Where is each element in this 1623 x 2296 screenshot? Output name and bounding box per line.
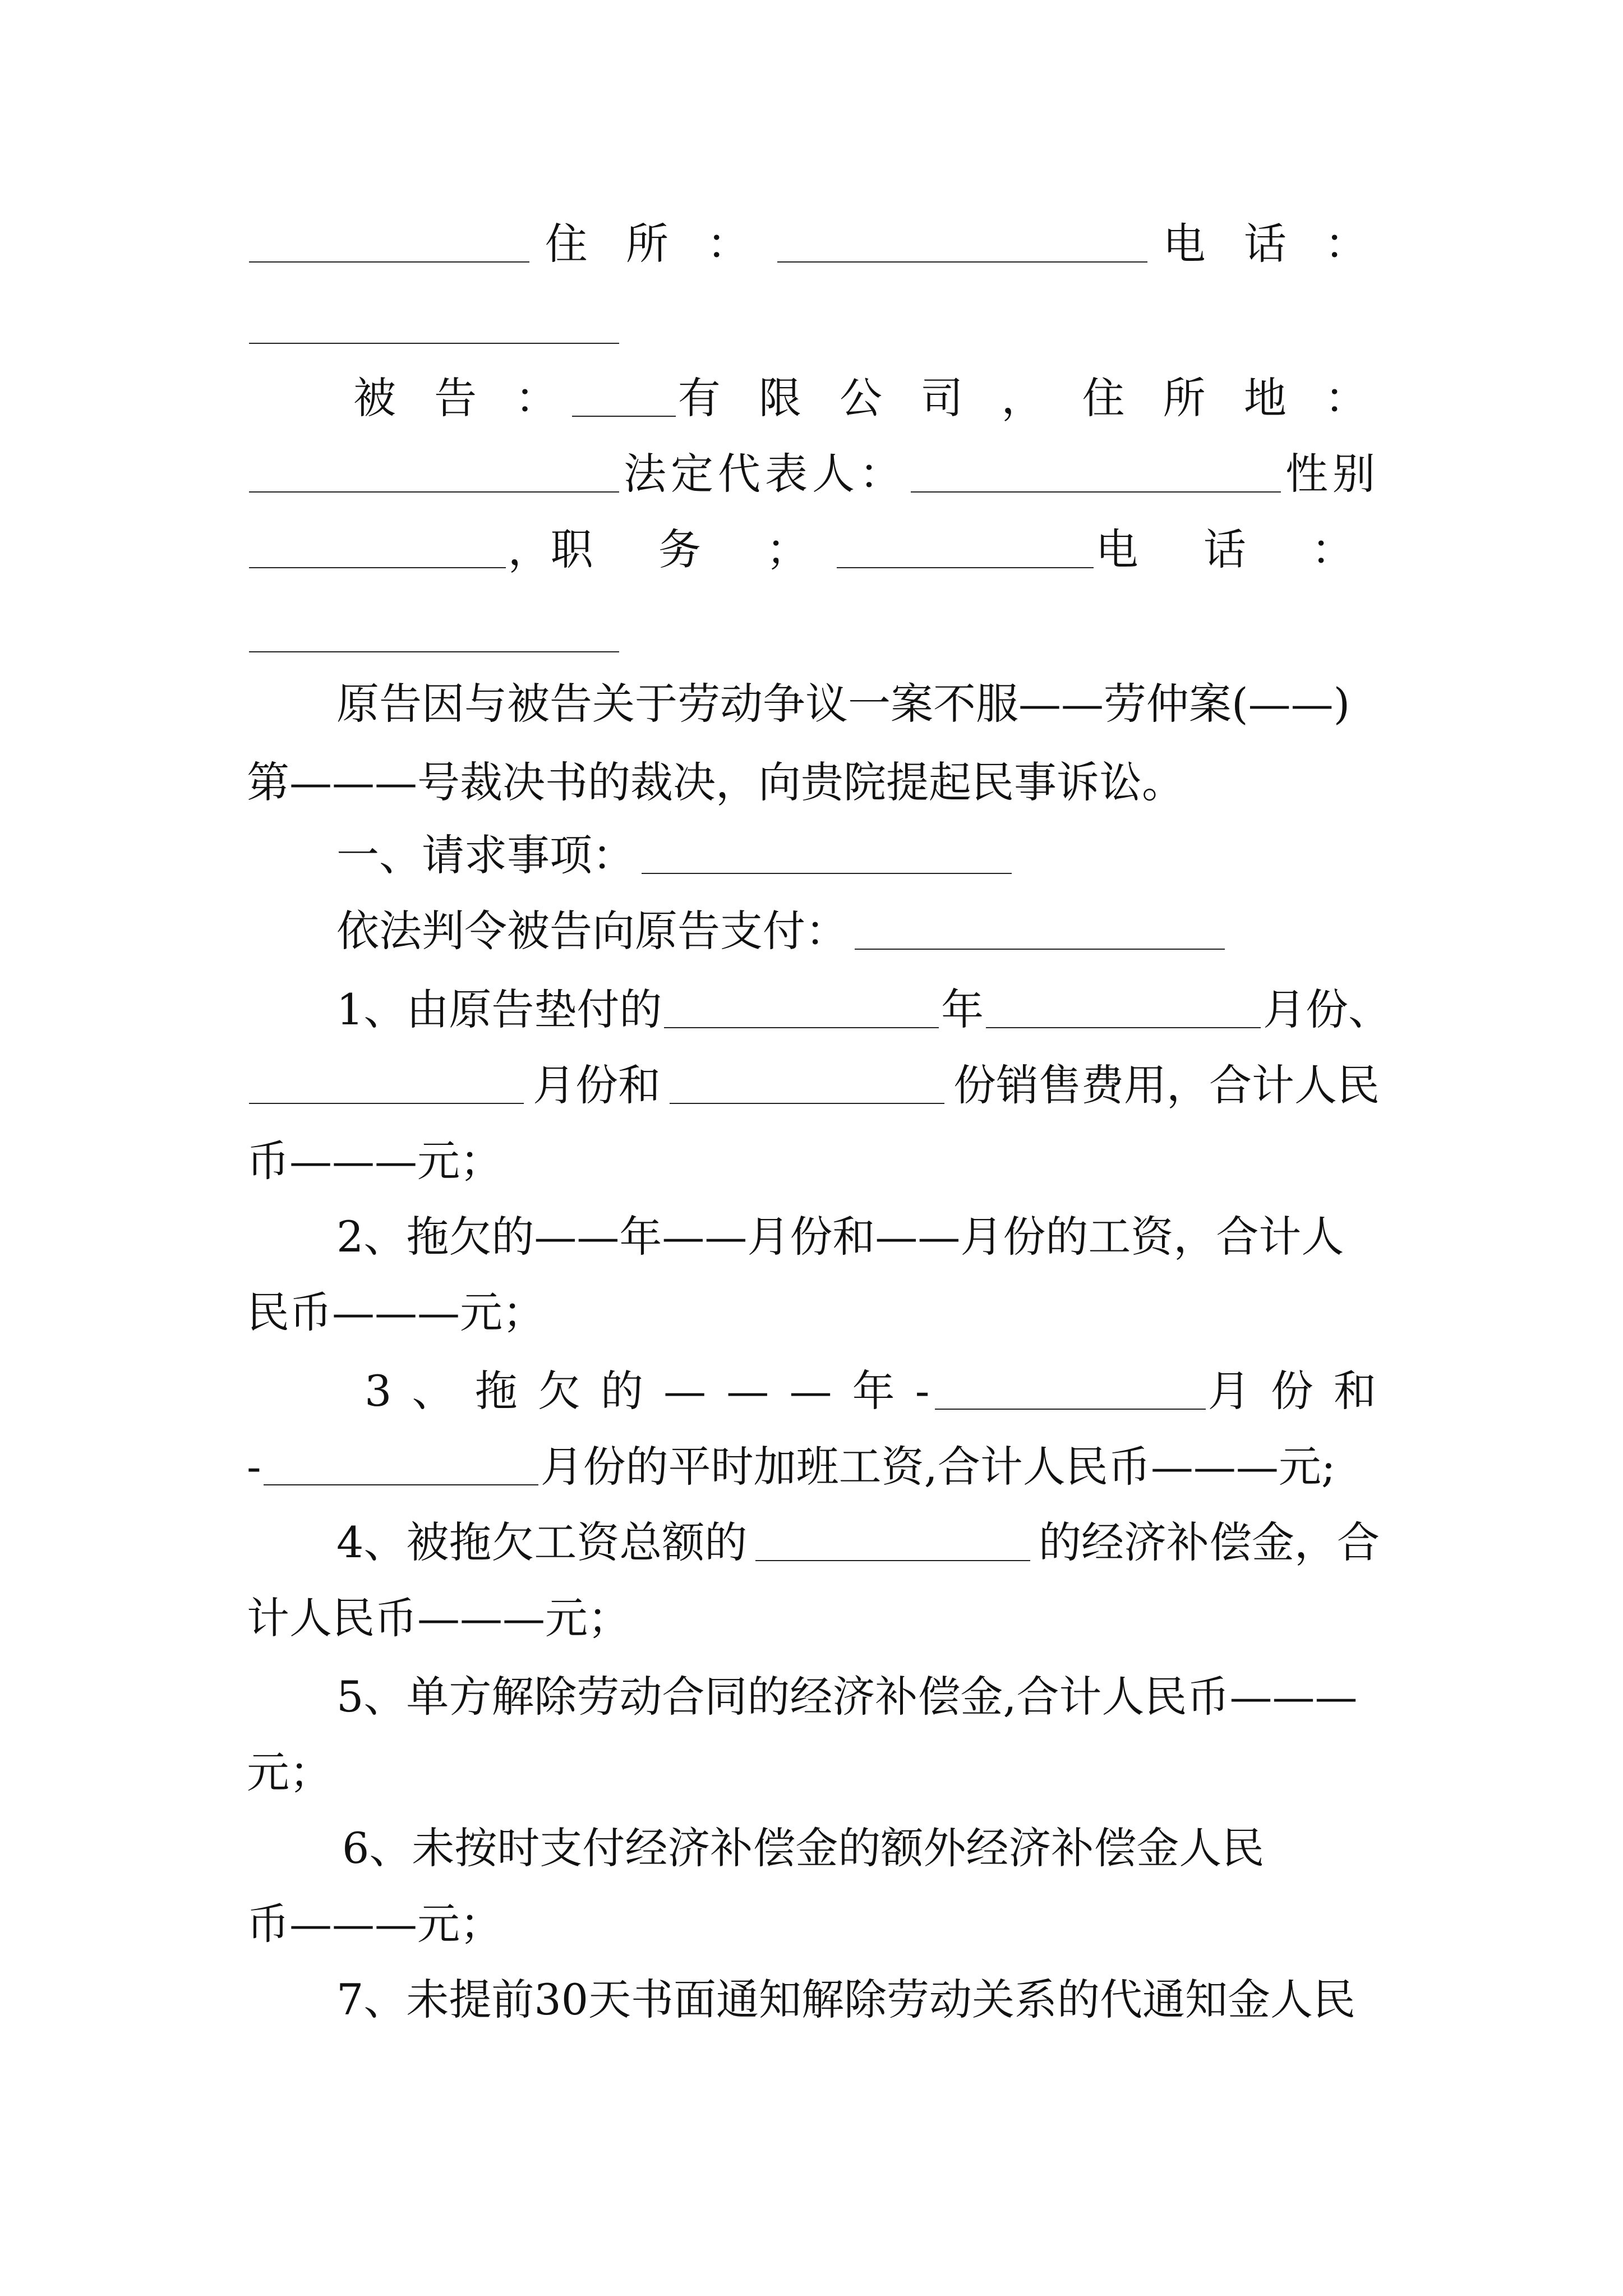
blank-field[interactable] xyxy=(777,226,1147,263)
blank-field[interactable] xyxy=(837,531,1094,568)
blank-field[interactable] xyxy=(249,226,529,263)
legal-rep-label: 法定代表人： xyxy=(624,449,906,499)
order-line xyxy=(336,900,1469,962)
position-line xyxy=(247,519,1380,581)
legal-rep-line xyxy=(247,443,1380,505)
comma: ， xyxy=(508,524,551,574)
item-6-line-2 xyxy=(247,1893,1380,1955)
item-4-text-a: 4、被拖欠工资总额的 xyxy=(336,1517,748,1567)
item-2-line-2 xyxy=(247,1282,1380,1343)
defendant-line xyxy=(353,367,1380,429)
item-5-text-b: 元； xyxy=(247,1747,332,1797)
item-3-line-1 xyxy=(365,1360,1380,1422)
blank-field[interactable] xyxy=(249,455,619,493)
item-1-line-3 xyxy=(247,1130,1380,1192)
item-2-text-a: 2、拖欠的——年——月份和——月份的工资，合计人 xyxy=(336,1212,1344,1262)
item-1-text-b: 年 xyxy=(941,984,984,1034)
blank-field[interactable] xyxy=(249,1067,524,1104)
claims-heading-line xyxy=(336,825,1469,886)
item-4-text-c: 计人民币———元； xyxy=(247,1593,630,1643)
order-text: 依法判令被告向原告支付： xyxy=(336,906,848,956)
item-3-line-2 xyxy=(247,1436,1380,1498)
blank-field[interactable] xyxy=(664,991,939,1028)
item-7-text-a: 7、未提前30天书面通知解除劳动关系的代通知金人民 xyxy=(336,1975,1356,2024)
defendant-phone-label: 电 话 ： xyxy=(1095,524,1380,574)
intro-line-1 xyxy=(336,673,1391,735)
blank-field[interactable] xyxy=(855,913,1225,950)
item-1-line-2 xyxy=(247,1055,1380,1116)
blank-field[interactable] xyxy=(249,531,506,568)
item-4-line-2 xyxy=(247,1588,1380,1649)
item-1-text-f: 币———元； xyxy=(247,1136,502,1186)
gender-label: 性别 xyxy=(1285,449,1380,499)
address-label: 住 所 ： xyxy=(545,219,762,269)
item-4-text-b: 的经济补偿金，合 xyxy=(1038,1517,1380,1567)
blank-field[interactable] xyxy=(249,615,619,652)
defendant-phone-blank-line xyxy=(247,603,1380,665)
defendant-label: 被 告 ： xyxy=(353,373,570,423)
item-1-text-e: 份销售费用，合计人民 xyxy=(953,1060,1380,1110)
plaintiff-address-line xyxy=(247,213,1380,275)
plaintiff-phone-blank-line xyxy=(247,295,1380,356)
item-1-text-d: 月份和 xyxy=(533,1060,661,1110)
item-2-line-1 xyxy=(336,1206,1469,1268)
item-6-text-b: 币———元； xyxy=(247,1899,502,1949)
phone-label: 电 话 ： xyxy=(1163,219,1380,269)
blank-field[interactable] xyxy=(264,1448,538,1485)
item-3-text-c: - xyxy=(247,1442,261,1492)
item-2-text-b: 民币———元； xyxy=(247,1287,545,1337)
blank-field[interactable] xyxy=(249,307,619,344)
position-label: 职 务 ； xyxy=(550,524,834,574)
blank-field[interactable] xyxy=(986,991,1261,1028)
item-1-text-a: 1、由原告垫付的 xyxy=(336,984,662,1034)
item-1-line-1 xyxy=(336,979,1391,1041)
item-5-line-2 xyxy=(247,1742,1380,1803)
item-5-line-1 xyxy=(336,1666,1469,1728)
item-1-text-c: 月份、 xyxy=(1262,984,1391,1034)
intro-line-2 xyxy=(247,752,1380,813)
blank-field[interactable] xyxy=(911,455,1281,493)
blank-field[interactable] xyxy=(642,837,1012,874)
intro-text-2: 第———号裁决书的裁决，向贵院提起民事诉讼。 xyxy=(247,757,1184,807)
blank-field[interactable] xyxy=(755,1524,1030,1561)
item-3-text-b: 月 份 和 xyxy=(1207,1366,1380,1416)
company-suffix: 有 限 公 司 ， 住 所 地 ： xyxy=(677,373,1380,423)
item-6-line-1 xyxy=(342,1818,1475,1879)
item-5-text-a: 5、单方解除劳动合同的经济补偿金,合计人民币——— xyxy=(336,1672,1358,1722)
item-6-text-a: 6、未按时支付经济补偿金的额外经济补偿金人民 xyxy=(342,1823,1265,1873)
item-4-line-1 xyxy=(336,1512,1380,1573)
blank-field[interactable] xyxy=(670,1067,944,1104)
claims-heading: 一、请求事项： xyxy=(336,830,635,880)
item-7-line-1 xyxy=(336,1969,1469,2031)
blank-field[interactable] xyxy=(935,1373,1205,1410)
blank-field[interactable] xyxy=(572,380,675,417)
item-3-text-d: 月份的平时加班工资,合计人民币———元; xyxy=(540,1442,1336,1492)
item-3-text-a: 3 、 拖 欠 的 — — — 年 - xyxy=(365,1366,933,1416)
intro-text-1: 原告因与被告关于劳动争议一案不服——劳仲案(——) xyxy=(336,679,1350,729)
